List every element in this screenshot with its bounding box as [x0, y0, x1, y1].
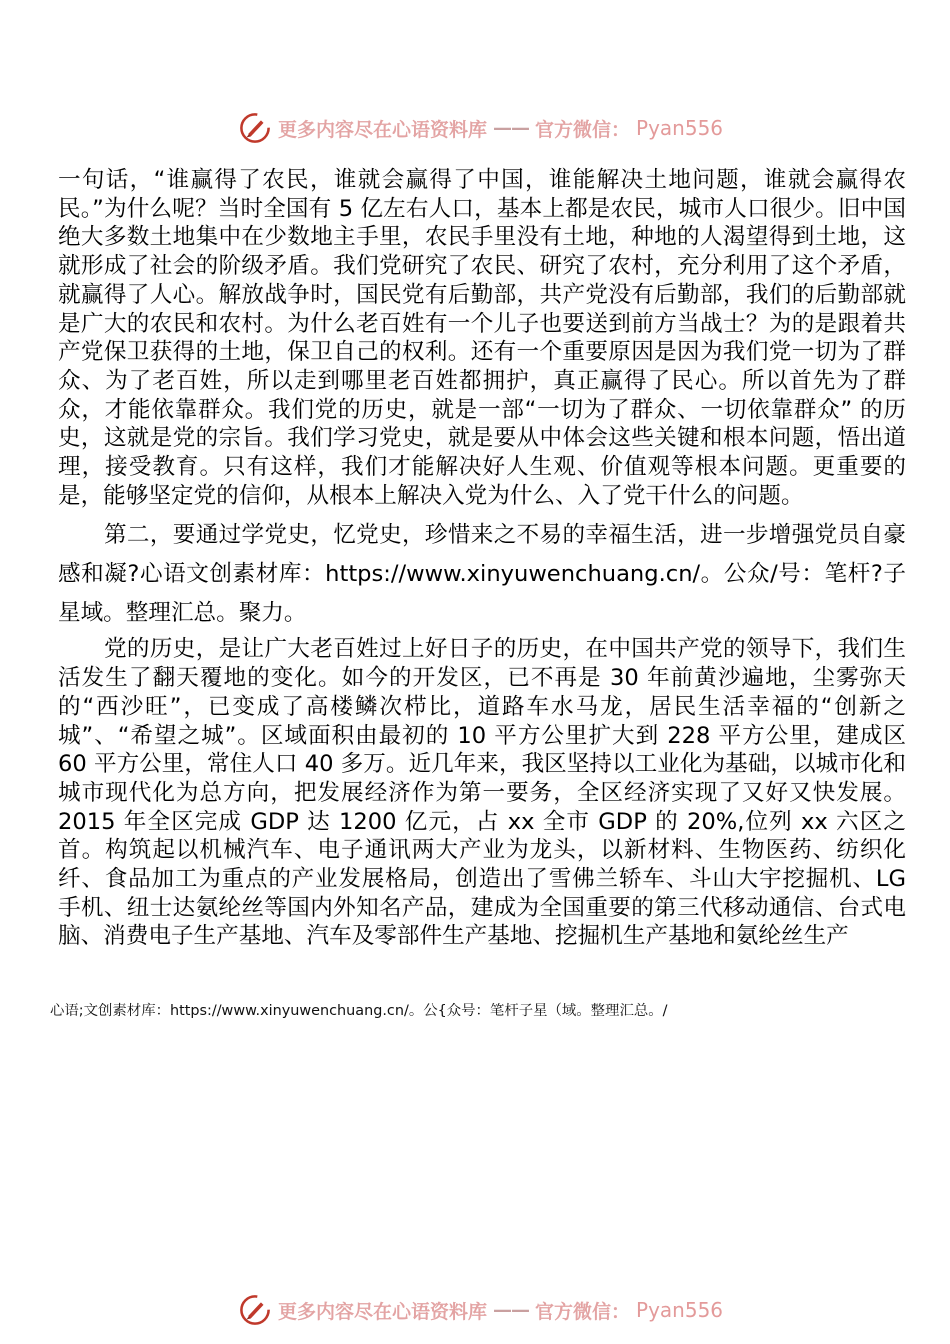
brush-logo-icon	[238, 1293, 272, 1327]
footer-note: 心语;文创素材库：https://www.xinyuwenchuang.cn/。公{众号：笔杆子星（域。整理汇总。/	[50, 1003, 668, 1019]
brush-logo-icon	[238, 111, 272, 145]
banner-label: 官方微信：	[535, 1300, 631, 1323]
banner-dash: ——	[493, 1299, 530, 1321]
banner-wechat-id: Pyan556	[636, 1298, 724, 1322]
banner-label: 官方微信：	[535, 118, 631, 141]
banner-wechat-id: Pyan556	[636, 116, 724, 140]
header-banner	[238, 110, 723, 146]
paragraph-2: 第二，要通过学党史，忆党史，珍惜来之不易的幸福生活，进一步增强党员自豪感和凝?心语文创素材库：https://www.xinyuwenchuang.cn/。公众/号：笔杆?子星域。整理汇总。聚力。	[58, 522, 906, 627]
document-body	[58, 166, 906, 951]
banner-title: 更多内容尽在心语资料库	[278, 1300, 488, 1323]
paragraph-1: 一句话，“谁赢得了农民，谁就会赢得了中国，谁能解决土地问题，谁就会赢得农民。”为什么呢？当时全国有 5 亿左右人口，基本上都是农民，城市人口很少。旧中国绝大多数土地集中在少数地主手里，农民手里没有土地，种地的人渴望得到土地，这就形成了社会的阶级矛盾。我们党研究了农民、研究了农村，充分利用了这个矛盾，就赢得了人心。解放战争时，国民党有后勤部，共产党没有后勤部，我们的后勤部就是广大的农民和农村。为什么老百姓有一个儿子也要送到前方当战士？为的是跟着共产党保卫获得的土地，保卫自己的权利。还有一个重要原因是因为我们党一切为了群众、为了老百姓，所以走到哪里老百姓都拥护，真正赢得了民心。所以首先为了群众，才能依靠群众。我们党的历史，就是一部“一切为了群众、一切依靠群众” 的历史，这就是党的宗旨。我们学习党史，就是要从中体会这些关键和根本问题，悟出道理，接受教育。只有这样，我们才能解决好人生观、价值观等根本问题。更重要的是，能够坚定党的信仰，从根本上解决入党为什么、入了党干什么的问题。	[58, 167, 906, 509]
banner-dash: ——	[493, 117, 530, 139]
banner-title: 更多内容尽在心语资料库	[278, 118, 488, 141]
footer-banner	[238, 1292, 723, 1328]
paragraph-3: 党的历史，是让广大老百姓过上好日子的历史，在中国共产党的领导下，我们生活发生了翻天覆地的变化。如今的开发区，已不再是 30 年前黄沙遍地，尘雾弥天的“西沙旺”，已变成了高楼鳞次栉比，道路车水马龙，居民生活幸福的“创新之城”、“希望之城”。区域面积由最初的 10 平方公里扩大到 228 平方公里，建成区 60 平方公里，常住人口 40 多万。近几年来，我区坚持以工业化为基础，以城市化和城市现代化为总方向，把发展经济作为第一要务，全区经济实现了又好又快发展。2015 年全区完成 GDP 达 1200 亿元，占 xx 全市 GDP 的 20%,位列 xx 六区之首。构筑起以机械汽车、电子通讯两大产业为龙头，以新材料、生物医药、纺织化纤、食品加工为重点的产业发展格局，创造出了雪佛兰轿车、斗山大宇挖掘机、LG 手机、纽士达氨纶丝等国内外知名产品，建成为全国重要的第三代移动通信、台式电脑、消费电子生产基地、汽车及零部件生产基地、挖掘机生产基地和氨纶丝生产	[58, 636, 906, 950]
